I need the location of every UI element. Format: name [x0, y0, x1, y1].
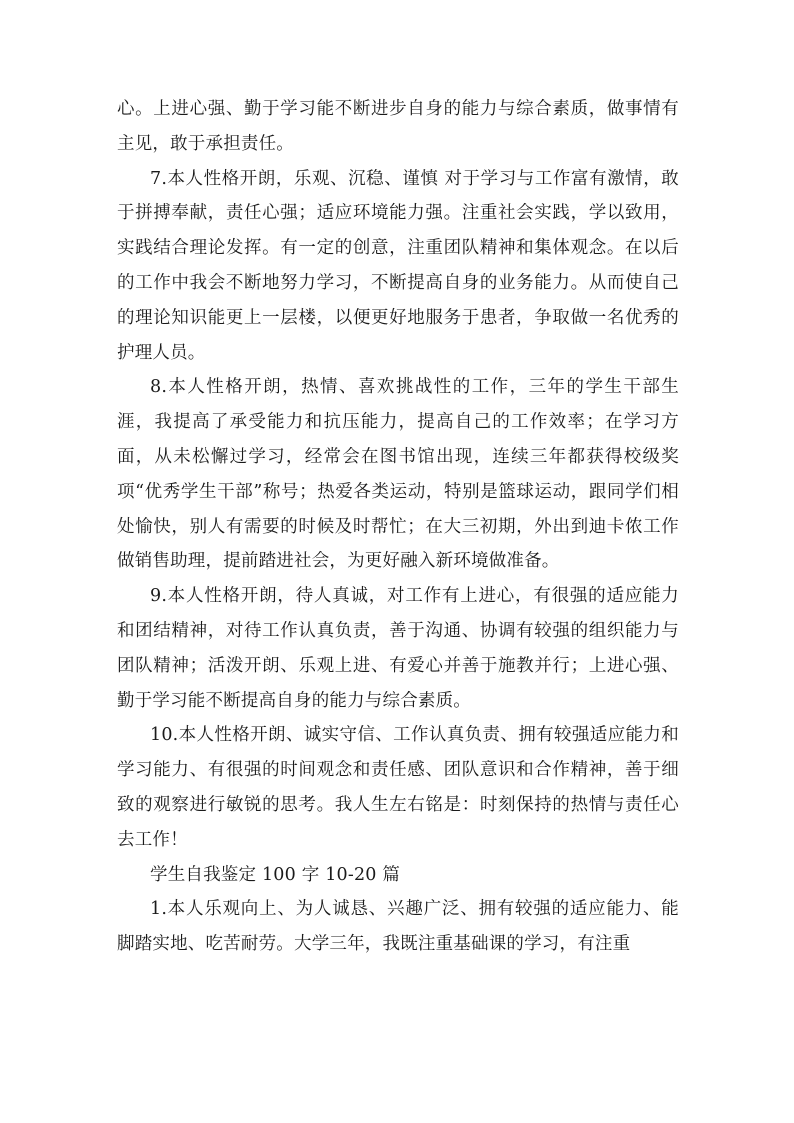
paragraph-continuation: 心。上进心强、勤于学习能不断进步自身的能力与综合素质，做事情有主见，敢于承担责任。: [117, 99, 679, 154]
paragraph-item-9: 9.本人性格开朗，待人真诚，对工作有上进心，有很强的适应能力和团结精神，对待工作认真负责，善于沟通、协调有较强的组织能力与团队精神；活泼开朗、乐观上进、有爱心并善于施教并行；上进心强、勤于学习能不断提高自身的能力与综合素质。: [117, 586, 679, 711]
paragraph-item-8: 8.本人性格开朗，热情、喜欢挑战性的工作，三年的学生干部生涯，我提高了承受能力和抗压能力，提高自己的工作效率；在学习方面，从未松懈过学习，经常会在图书馆出现，连续三年都获得校级奖项“优秀学生干部”称号；热爱各类运动，特别是篮球运动，跟同学们相处愉快，别人有需要的时候及时帮忙；在大三初期，外出到迪卡侬工作做销售助理，提前踏进社会，为更好融入新环境做准备。: [117, 377, 679, 572]
paragraph-section-item-1: 1.本人乐观向上、为人诚恳、兴趣广泛、拥有较强的适应能力、能脚踏实地、吃苦耐劳。大学三年，我既注重基础课的学习，有注重: [117, 899, 679, 955]
paragraph-item-7: 7.本人性格开朗，乐观、沉稳、谨慎 对于学习与工作富有激情，敢于拼搏奉献，责任心强；适应环境能力强。注重社会实践，学以致用，实践结合理论发挥。有一定的创意，注重团队精神和集体观念。在以后的工作中我会不断地努力学习，不断提高自身的业务能力。从而使自己的理论知识能更上一层楼，以便更好地服务于患者，争取做一名优秀的护理人员。: [117, 168, 679, 363]
section-heading: 学生自我鉴定 100 字 10-20 篇: [150, 864, 401, 885]
paragraph-item-10: 10.本人性格开朗、诚实守信、工作认真负责、拥有较强适应能力和学习能力、有很强的时间观念和责任感、团队意识和合作精神，善于细致的观察进行敏锐的思考。我人生左右铭是：时刻保持的热情与责任心去工作！: [117, 725, 679, 850]
document-body: [117, 92, 679, 962]
